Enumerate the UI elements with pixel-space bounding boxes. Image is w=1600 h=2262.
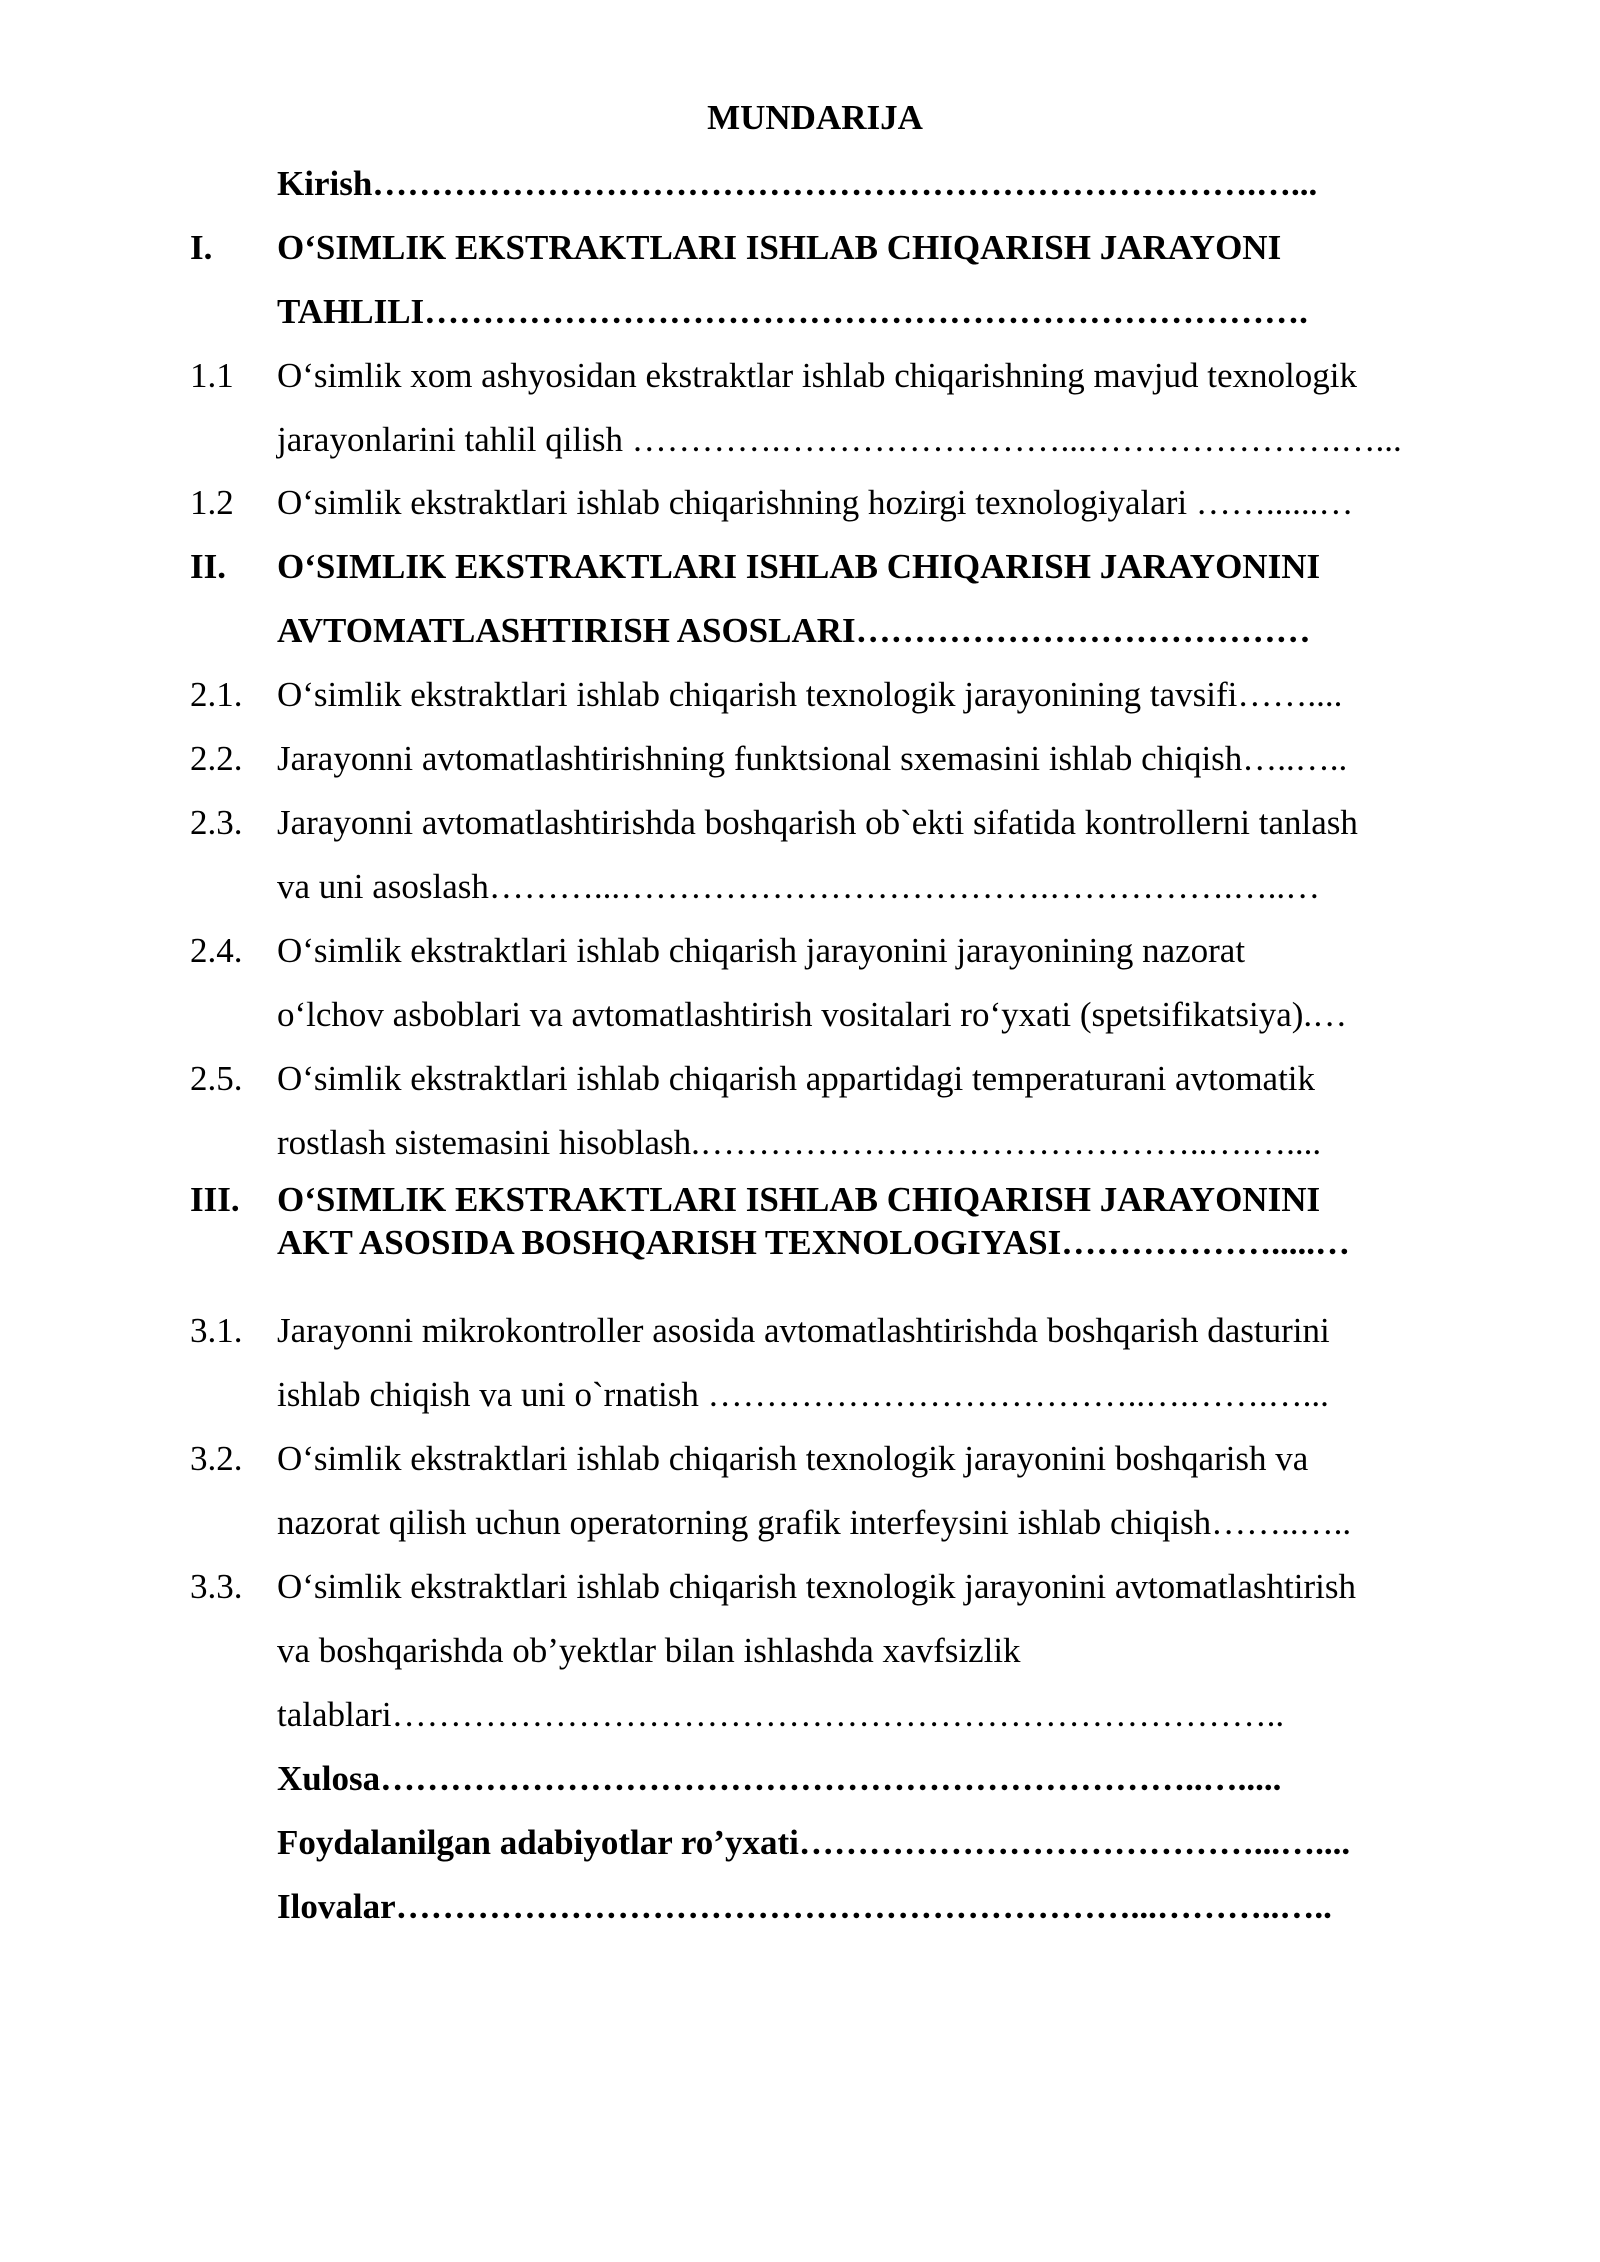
- toc-text: Foydalanilgan adabiyotlar ro’yxati…………………………………...…....: [277, 1823, 1351, 1862]
- toc-number: II.: [190, 547, 226, 586]
- toc-number: 2.1.: [190, 675, 243, 714]
- toc-entry-3-3-cont: [190, 1622, 1450, 1680]
- toc-entry-2-2: [190, 730, 1450, 788]
- toc-entry-3-3: [190, 1558, 1450, 1616]
- toc-entry-2-4: [190, 922, 1450, 980]
- toc-entry-1-1: [190, 347, 1450, 405]
- toc-number: 3.1.: [190, 1311, 243, 1350]
- toc-text: O‘simlik ekstraktlari ishlab chiqarish texnologik jarayonini boshqarish va: [277, 1439, 1309, 1478]
- toc-number: 1.2: [190, 483, 234, 522]
- toc-entry-chapter-2: [190, 538, 1450, 596]
- toc-entry-chapter-1-cont: [190, 283, 1450, 341]
- toc-entry-chapter-2-cont: [190, 602, 1450, 660]
- toc-entry-2-3-cont: [190, 858, 1450, 916]
- toc-text: Jarayonni avtomatlashtirishda boshqarish ob`ekti sifatida kontrollerni tanlash: [277, 803, 1358, 842]
- toc-text: talablari…………………………………………………………………..: [277, 1695, 1285, 1734]
- toc-entry-3-1-cont: [190, 1366, 1450, 1424]
- toc-number: 2.4.: [190, 931, 243, 970]
- toc-text: Kirish………………………………………………………………….…...: [277, 164, 1318, 203]
- toc-number: 3.2.: [190, 1439, 243, 1478]
- toc-text: va uni asoslash………...……………………………….…………….…..…: [277, 867, 1321, 906]
- toc-text: Jarayonni mikrokontroller asosida avtomatlashtirishda boshqarish dasturini: [277, 1311, 1330, 1350]
- toc-entry-1-2: [190, 474, 1450, 532]
- toc-text: O‘simlik ekstraktlari ishlab chiqarish jarayonini jarayonining nazorat: [277, 931, 1246, 970]
- toc-text: va boshqarishda ob’yektlar bilan ishlashda xavfsizlik: [277, 1631, 1021, 1670]
- toc-entry-2-4-cont: [190, 986, 1450, 1044]
- toc-entry-chapter-3-cont: [190, 1214, 1450, 1272]
- toc-entry-references: [190, 1814, 1450, 1872]
- toc-text: AKT ASOSIDA BOSHQARISH TEXNOLOGIYASI……………….....…: [277, 1223, 1350, 1262]
- page-title: MUNDARIJA: [707, 98, 923, 137]
- toc-entry-2-5-cont: [190, 1114, 1450, 1172]
- toc-number: 2.5.: [190, 1059, 243, 1098]
- toc-number: 3.3.: [190, 1567, 243, 1606]
- toc-number: I.: [190, 228, 213, 267]
- toc-entry-2-1: [190, 666, 1450, 724]
- toc-text: O‘SIMLIK EKSTRAKTLARI ISHLAB CHIQARISH JARAYONI: [277, 228, 1282, 267]
- toc-text: ishlab chiqish va uni o`rnatish ………………………………..….…….…...: [277, 1375, 1329, 1414]
- toc-text: O‘simlik xom ashyosidan ekstraktlar ishlab chiqarishning mavjud texnologik: [277, 356, 1357, 395]
- toc-text: jarayonlarini tahlil qilish ………….……………………...………………….…...: [277, 420, 1402, 459]
- toc-text: O‘SIMLIK EKSTRAKTLARI ISHLAB CHIQARISH JARAYONINI: [277, 547, 1321, 586]
- toc-text: O‘SIMLIK EKSTRAKTLARI ISHLAB CHIQARISH JARAYONINI: [277, 1180, 1321, 1219]
- toc-text: Jarayonni avtomatlashtirishning funktsional sxemasini ishlab chiqish…..…..: [277, 739, 1348, 778]
- toc-text: rostlash sistemasini hisoblash.……………………………………..….…....: [277, 1123, 1322, 1162]
- toc-number: 2.3.: [190, 803, 243, 842]
- toc-number: III.: [190, 1180, 240, 1219]
- toc-text: Xulosa……………………………………………………………..….....: [277, 1759, 1282, 1798]
- toc-entry-3-2-cont: [190, 1494, 1450, 1552]
- toc-number: 2.2.: [190, 739, 243, 778]
- toc-entry-3-3-cont-2: [190, 1686, 1450, 1744]
- toc-text: o‘lchov asboblari va avtomatlashtirish vositalari ro‘yxati (spetsifikatsiya).…: [277, 995, 1348, 1034]
- toc-entry-3-1: [190, 1302, 1450, 1360]
- toc-number: 1.1: [190, 356, 234, 395]
- toc-text: O‘simlik ekstraktlari ishlab chiqarish texnologik jarayonining tavsifi……....: [277, 675, 1343, 714]
- toc-text: O‘simlik ekstraktlari ishlab chiqarish texnologik jarayonini avtomatlashtirish: [277, 1567, 1356, 1606]
- toc-entry-2-5: [190, 1050, 1450, 1108]
- toc-text: O‘simlik ekstraktlari ishlab chiqarish appartidagi temperaturani avtomatik: [277, 1059, 1316, 1098]
- toc-text: Ilovalar………………………………………………………...………..…..: [277, 1887, 1332, 1926]
- toc-entry-appendices: [190, 1878, 1450, 1936]
- toc-text: TAHLILI………………………………………………………………….: [277, 292, 1308, 331]
- toc-text: AVTOMATLASHTIRISH ASOSLARI…………………………………: [277, 611, 1311, 650]
- toc-text: O‘simlik ekstraktlari ishlab chiqarishning hozirgi texnologiyalari ……......…: [277, 483, 1354, 522]
- toc-entry-xulosa: [190, 1750, 1450, 1808]
- toc-entry-3-2: [190, 1430, 1450, 1488]
- toc-entry-2-3: [190, 794, 1450, 852]
- toc-entry-1-1-cont: [190, 411, 1450, 469]
- toc-entry-chapter-1: [190, 219, 1450, 277]
- toc-entry-kirish: [190, 155, 1450, 213]
- toc-text: nazorat qilish uchun operatorning grafik interfeysini ishlab chiqish……..…..: [277, 1503, 1352, 1542]
